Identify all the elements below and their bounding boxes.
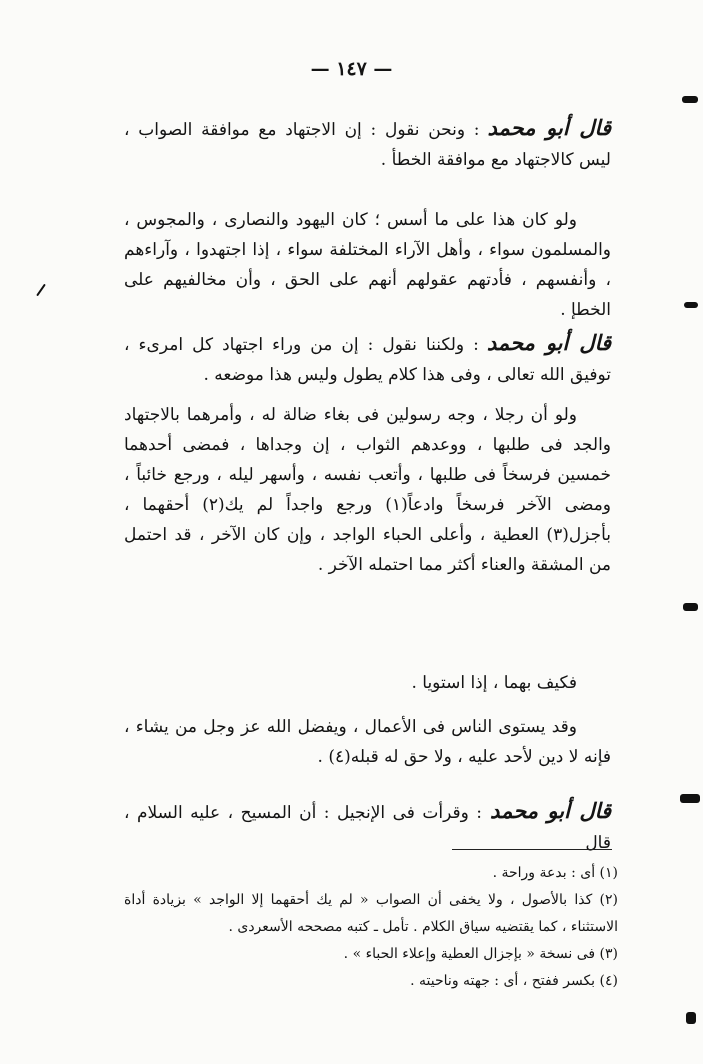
paragraph-5 [124, 668, 611, 698]
page-number: — ١٤٧ — [310, 58, 393, 80]
footnotes [124, 860, 618, 995]
scan-mark [36, 284, 46, 297]
paragraph-text: وقد يستوى الناس فى الأعمال ، ويفضل الله عز وجل من يشاء ، فإنه لا دين لأحد عليه ، ولا حق له قبله(٤) . [124, 717, 611, 767]
speaker-label: قال أبو محمد [486, 330, 612, 355]
paragraph-2 [124, 205, 611, 325]
footnote-4: (٤) بكسر ففتح ، أى : جهته وناحيته . [410, 973, 618, 989]
paragraph-text: : ولكننا نقول : إن من وراء اجتهاد كل امرىء ، توفيق الله تعالى ، وفى هذا كلام يطول وليس هذا موضعه . [124, 335, 611, 385]
scan-mark [680, 794, 700, 803]
footnote-divider [452, 849, 612, 850]
scan-mark [683, 603, 698, 611]
paragraph-text: ولو أن رجلا ، وجه رسولين فى بغاء ضالة له ، وأمرهما بالاجتهاد والجد فى طلبها ، ووعدهم الثواب ، إن وجداها ، فمضى أحدهما خمسين فرسخاً فى طلبها ، وأتعب نفسه ، وأسهر ليله ، ورجع خائباً ، ومضى الآخر فرسخاً وادعاً(١) ورجع واجداً لم يك(٢) أحقهما ، بأجزل(٣) العطية ، وأعلى الحباء الواجد ، وإن كان الآخر ، قد احتمل من المشقة والعناء أكثر مما احتمله الآخر . [124, 405, 612, 575]
footnote-2: (٢) كذا بالأصول ، ولا يخفى أن الصواب « لم يك أحقهما إلا الواجد » بزيادة أداة الاستثناء ، كما يقتضيه سياق الكلام . تأمل ـ كتبه مصححه الأسعردى . [124, 892, 618, 935]
paragraph-4 [124, 400, 611, 580]
paragraph-text: فكيف بهما ، إذا استويا . [411, 673, 577, 693]
paragraph-3 [124, 328, 611, 390]
scan-mark [686, 1012, 696, 1024]
paragraph-6 [124, 712, 611, 772]
speaker-label: قال أبو محمد [487, 115, 611, 140]
paragraph-text: : وقرأت فى الإنجيل : أن المسيح ، عليه السلام ، قال [124, 803, 611, 853]
footnote-3: (٣) فى نسخة « بإجزال العطية وإعلاء الحباء » . [343, 946, 618, 962]
scan-mark [682, 96, 698, 103]
scan-mark [684, 302, 698, 308]
paragraph-text: : ونحن نقول : إن الاجتهاد مع موافقة الصواب ، ليس كالاجتهاد مع موافقة الخطأ . [124, 120, 611, 170]
paragraph-1 [124, 113, 611, 175]
speaker-label: قال أبو محمد [490, 798, 612, 823]
footnote-1: (١) أى : بدعة وراحة . [492, 865, 618, 881]
paragraph-text: ولو كان هذا على ما أسس ؛ كان اليهود والنصارى ، والمجوس ، والمسلمون سواء ، وأهل الآراء المختلفة سواء ، إذا اجتهدوا ، وآراءهم ، وأنفسهم ، فأدتهم عقولهم أنهم على الحق ، وأن مخالفيهم على الخطإ . [124, 210, 611, 320]
